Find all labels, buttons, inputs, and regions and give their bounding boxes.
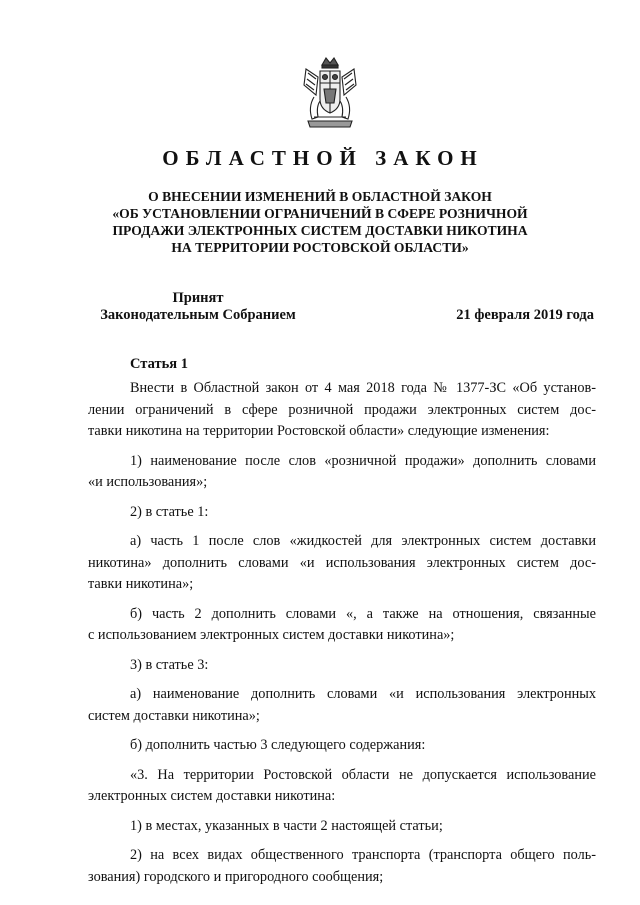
paragraph-line: а) часть 1 после слов «жидкостей для электронных систем доставки xyxy=(130,533,596,549)
paragraph-line: систем доставки никотина»; xyxy=(88,707,260,724)
law-title-line: НА ТЕРРИТОРИИ РОСТОВСКОЙ ОБЛАСТИ» xyxy=(171,240,469,255)
article-body xyxy=(88,378,596,896)
paragraph-line: электронных систем доставки никотина: xyxy=(88,788,336,804)
paragraph-line: 3) в статье 3: xyxy=(130,656,209,673)
adopted-label: Принят xyxy=(172,290,224,306)
paragraph-line: «3. На территории Ростовской области не допускается использование xyxy=(130,766,596,783)
article-paragraph xyxy=(88,531,596,596)
law-title-line: О ВНЕСЕНИИ ИЗМЕНЕНИЙ В ОБЛАСТНОЙ ЗАКОН xyxy=(148,189,492,204)
article-paragraph xyxy=(88,735,596,757)
paragraph-line: зования) городского и пригородного сообщения; xyxy=(88,868,384,885)
paragraph-line: 2) на всех видах общественного транспорта (транспорта общего поль- xyxy=(130,847,596,863)
paragraph-line: 1) в местах, указанных в части 2 настоящей статьи; xyxy=(130,817,443,834)
article-paragraph xyxy=(88,765,596,808)
paragraph-line: а) наименование дополнить словами «и использования электронных xyxy=(130,686,596,702)
law-type-heading: ОБЛАСТНОЙ ЗАКОН xyxy=(162,146,484,170)
paragraph-line: б) дополнить частью 3 следующего содержания: xyxy=(130,737,426,753)
article-paragraph xyxy=(88,684,596,727)
coat-of-arms-icon xyxy=(300,55,360,131)
law-title-line: «ОБ УСТАНОВЛЕНИИ ОГРАНИЧЕНИЙ В СФЕРЕ РОЗНИЧНОЙ xyxy=(112,206,528,221)
law-title-line: ПРОДАЖИ ЭЛЕКТРОННЫХ СИСТЕМ ДОСТАВКИ НИКОТИНА xyxy=(112,223,528,238)
paragraph-line: лении ограничений в сфере розничной продажи электронных систем дос- xyxy=(88,401,596,418)
paragraph-line: никотина» дополнить словами «и использования электронных систем дос- xyxy=(88,554,596,571)
adoption-block xyxy=(93,290,303,324)
article-paragraph xyxy=(88,502,596,524)
adoption-date: 21 февраля 2019 года xyxy=(456,307,594,323)
adopted-by: Законодательным Собранием xyxy=(100,307,296,323)
paragraph-line: с использованием электронных систем доставки никотина»; xyxy=(88,627,455,643)
article-paragraph xyxy=(88,604,596,647)
article-paragraph xyxy=(88,655,596,677)
article-heading: Статья 1 xyxy=(130,356,188,372)
article-paragraph xyxy=(88,451,596,494)
paragraph-line: Внести в Областной закон от 4 мая 2018 года № 1377-ЗС «Об установ- xyxy=(130,380,596,396)
paragraph-line: 1) наименование после слов «розничной продажи» дополнить словами xyxy=(130,452,596,469)
paragraph-line: тавки никотина»; xyxy=(88,576,194,592)
paragraph-line: 2) в статье 1: xyxy=(130,503,209,520)
paragraph-line: тавки никотина на территории Ростовской области» следующие изменения: xyxy=(88,423,550,439)
paragraph-line: «и использования»; xyxy=(88,474,208,490)
article-paragraph xyxy=(88,816,596,838)
paragraph-line: б) часть 2 дополнить словами «, а также на отношения, связанные xyxy=(130,605,596,622)
law-title xyxy=(0,188,640,256)
article-paragraph xyxy=(88,845,596,888)
article-paragraph xyxy=(88,378,596,443)
